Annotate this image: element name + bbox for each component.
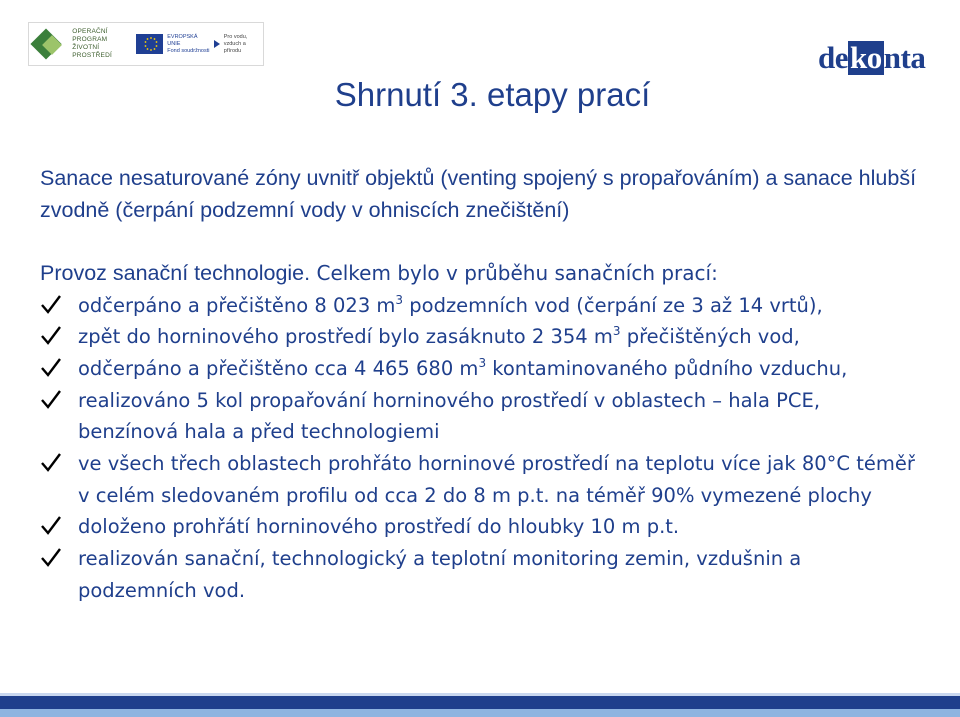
checkmark-icon [40, 356, 62, 378]
results-list [40, 290, 920, 607]
list-item: realizováno 5 kol propařování horninového prostředí v oblastech – hala PCE, benzínová hala a před technologiemi [40, 385, 920, 448]
list-item: odčerpáno a přečištěno 8 023 $m^3$ podzemních vod (čerpání ze 3 až 14 vrtů), [40, 290, 920, 322]
list-item: doloženo prohřátí horninového prostředí do hloubky 10 m p.t. [40, 511, 920, 543]
motto: Pro vodu, vzduch a přírodu [223, 33, 248, 54]
lead-rest: Celkem bylo v průběhu sanačních prací: [310, 261, 718, 285]
sponsor-logos [28, 22, 264, 66]
list-item: odčerpáno a přečištěno cca 4 465 680 $m^3$ kontaminovaného půdního vzduchu, [40, 353, 920, 385]
checkmark-icon [40, 514, 62, 536]
slide-title: Shrnutí 3. etapy prací [334, 76, 651, 113]
motto-arrow-icon [214, 40, 220, 48]
opzp-logo-icon [35, 29, 68, 59]
checkmark-icon [40, 546, 62, 568]
checkmark-icon [40, 324, 62, 346]
dekonta-logo: de ko nta [818, 40, 926, 75]
eu-flag-icon [136, 34, 164, 54]
list-item: ve všech třech oblastech prohřáto horninové prostředí na teplotu více jak 80°C téměř v celém sledovaném profilu od cca 2 do 8 m p.t. na téměř 90% vymezené plochy [40, 448, 920, 511]
intro-paragraph: Sanace nesaturované zóny uvnitř objektů (venting spojený s propařováním) a sanace hlubší zvodně (čerpání podzemní vody v ohniscích znečištění) [40, 166, 917, 222]
list-item: zpět do horninového prostředí bylo zasáknuto 2 354 $m^3$ přečištěných vod, [40, 321, 920, 353]
checkmark-icon [40, 451, 62, 473]
eu-label: EVROPSKÁ UNIE Fond soudržnosti [167, 33, 210, 54]
footer-bar [0, 696, 960, 709]
checkmark-icon [40, 388, 62, 410]
lead-strong: Provoz sanační technologie. [40, 261, 311, 285]
list-item: realizován sanační, technologický a teplotní monitoring zemin, vzdušnin a podzemních vod. [40, 543, 920, 606]
program-name: OPERAČNÍ PROGRAM ŽIVOTNÍ PROSTŘEDÍ [72, 28, 112, 59]
lead-paragraph [40, 258, 920, 290]
footer-bar-light [0, 709, 960, 717]
checkmark-icon [40, 293, 62, 315]
